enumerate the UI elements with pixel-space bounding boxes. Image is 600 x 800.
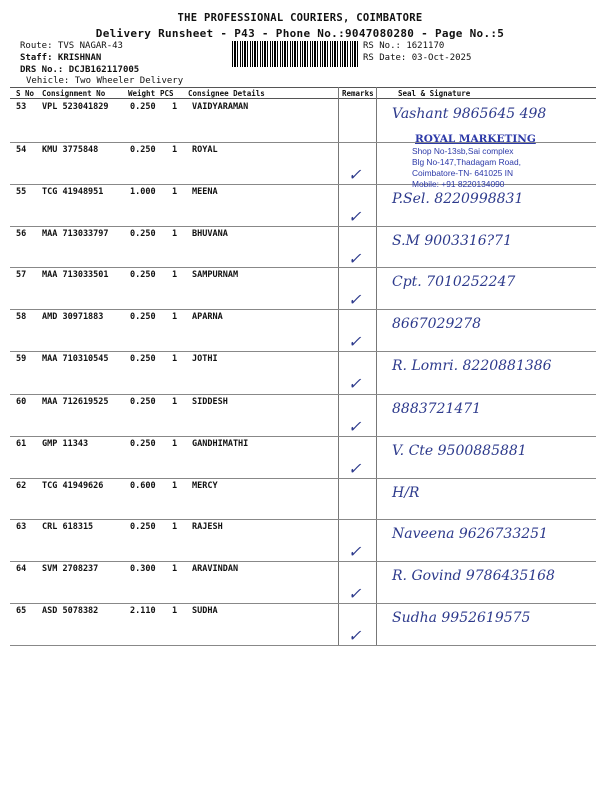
row-divider <box>10 645 596 646</box>
cell-sno: 55 <box>16 187 27 197</box>
cell-weight: 0.250 <box>130 397 156 407</box>
col-seal-signature: Seal & Signature <box>398 89 471 98</box>
row-divider <box>10 394 596 395</box>
stamp-line-2: Blg No-147,Thadagam Road, <box>412 157 521 167</box>
row-divider <box>10 603 596 604</box>
cell-consignee: APARNA <box>192 312 223 322</box>
row-divider <box>10 184 596 185</box>
cell-consignee: SUDHA <box>192 606 218 616</box>
handwritten-signature: R. Lomri. 8220881386 <box>392 358 552 374</box>
remark-mark: ✓ <box>348 249 362 268</box>
cell-consignment: KMU 3775848 <box>42 145 99 155</box>
remark-mark: ✓ <box>348 417 362 436</box>
cell-pcs: 1 <box>172 312 178 322</box>
cell-sno: 65 <box>16 606 27 616</box>
cell-consignee: MERCY <box>192 481 218 491</box>
stamp-name: ROYAL MARKETING <box>415 133 536 145</box>
cell-weight: 0.250 <box>130 522 156 532</box>
cell-consignee: JOTHI <box>192 354 218 364</box>
handwritten-signature: 8883721471 <box>392 401 482 417</box>
col-pcs: PCS <box>160 89 174 98</box>
cell-weight: 0.250 <box>130 354 156 364</box>
table-header-border <box>10 98 596 99</box>
cell-consignment: MAA 710310545 <box>42 354 109 364</box>
staff-info: Staff: KRISHNAN <box>20 53 102 63</box>
cell-pcs: 1 <box>172 481 178 491</box>
cell-pcs: 1 <box>172 522 178 532</box>
cell-consignee: SAMPURNAM <box>192 270 239 280</box>
runsheet-title: Delivery Runsheet - P43 - Phone No.:9047080280 - Page No.:5 <box>95 27 505 40</box>
remark-mark: ✓ <box>348 542 362 561</box>
handwritten-signature: Naveena 9626733251 <box>392 526 548 542</box>
cell-weight: 0.250 <box>130 439 156 449</box>
remark-mark: ✓ <box>348 332 362 351</box>
cell-weight: 2.110 <box>130 606 156 616</box>
remark-mark: ✓ <box>348 165 362 184</box>
cell-pcs: 1 <box>172 229 178 239</box>
col-sno: S No <box>16 89 35 98</box>
route-info: Route: TVS NAGAR-43 <box>20 41 123 51</box>
cell-weight: 0.250 <box>130 229 156 239</box>
cell-weight: 0.600 <box>130 481 156 491</box>
remark-mark: ✓ <box>348 584 362 603</box>
cell-consignment: TCG 41948951 <box>42 187 104 197</box>
handwritten-signature: Cpt. 7010252247 <box>392 274 516 290</box>
stamp-line-3: Coimbatore-TN- 641025 IN <box>412 168 514 178</box>
cell-consignment: SVM 2708237 <box>42 564 99 574</box>
cell-consignment: VPL 523041829 <box>42 102 109 112</box>
cell-pcs: 1 <box>172 564 178 574</box>
cell-consignee: GANDHIMATHI <box>192 439 249 449</box>
col-consignment: Consignment No <box>42 89 106 98</box>
rs-date: RS Date: 03-Oct-2025 <box>363 53 472 63</box>
remark-mark: ✓ <box>348 207 362 226</box>
cell-weight: 0.250 <box>130 102 156 112</box>
cell-weight: 0.300 <box>130 564 156 574</box>
cell-consignment: TCG 41949626 <box>42 481 104 491</box>
cell-consignment: CRL 618315 <box>42 522 94 532</box>
stamp-line-1: Shop No-13sb,Sai complex <box>412 146 514 156</box>
rs-number: RS No.: 1621170 <box>363 41 445 51</box>
cell-pcs: 1 <box>172 270 178 280</box>
cell-pcs: 1 <box>172 102 178 112</box>
cell-consignee: MEENA <box>192 187 218 197</box>
cell-weight: 0.250 <box>130 270 156 280</box>
row-divider <box>10 478 596 479</box>
cell-consignment: MAA 713033797 <box>42 229 109 239</box>
remark-mark: ✓ <box>348 290 362 309</box>
cell-consignment: MAA 712619525 <box>42 397 109 407</box>
table-top-border <box>10 87 596 88</box>
row-divider <box>10 436 596 437</box>
cell-consignment: AMD 30971883 <box>42 312 104 322</box>
cell-consignment: GMP 11343 <box>42 439 89 449</box>
handwritten-signature: Vashant 9865645 498 <box>392 106 547 122</box>
cell-consignment: MAA 713033501 <box>42 270 109 280</box>
company-title: THE PROFESSIONAL COURIERS, COIMBATORE <box>177 12 423 24</box>
handwritten-signature: 8667029278 <box>392 316 482 332</box>
remark-mark: ✓ <box>348 626 362 645</box>
cell-sno: 63 <box>16 522 27 532</box>
row-divider <box>10 351 596 352</box>
cell-sno: 60 <box>16 397 27 407</box>
barcode <box>232 41 358 67</box>
cell-pcs: 1 <box>172 145 178 155</box>
cell-pcs: 1 <box>172 354 178 364</box>
stamp-line-4: Mobile: +91 8220134090 <box>412 179 505 189</box>
cell-consignee: SIDDESH <box>192 397 228 407</box>
cell-pcs: 1 <box>172 397 178 407</box>
cell-sno: 56 <box>16 229 27 239</box>
cell-sno: 58 <box>16 312 27 322</box>
handwritten-signature: Sudha 9952619575 <box>392 610 531 626</box>
drs-number: DRS No.: DCJB162117005 <box>20 65 140 75</box>
cell-sno: 57 <box>16 270 27 280</box>
col-remarks: Remarks <box>342 89 374 98</box>
cell-pcs: 1 <box>172 187 178 197</box>
cell-consignee: ROYAL <box>192 145 218 155</box>
row-divider <box>10 267 596 268</box>
cell-consignee: ARAVINDAN <box>192 564 239 574</box>
cell-sno: 59 <box>16 354 27 364</box>
cell-pcs: 1 <box>172 439 178 449</box>
cell-sno: 64 <box>16 564 27 574</box>
col-consignee: Consignee Details <box>188 89 265 98</box>
row-divider <box>10 309 596 310</box>
row-divider <box>10 561 596 562</box>
handwritten-signature: P.Sel. 8220998831 <box>392 191 524 207</box>
handwritten-signature: S.M 9003316?71 <box>392 233 512 249</box>
col-weight: Weight <box>128 89 156 98</box>
cell-consignee: RAJESH <box>192 522 223 532</box>
cell-sno: 61 <box>16 439 27 449</box>
handwritten-signature: R. Govind 9786435168 <box>392 568 555 584</box>
row-divider <box>10 226 596 227</box>
cell-consignee: VAIDYARAMAN <box>192 102 249 112</box>
cell-consignee: BHUVANA <box>192 229 228 239</box>
handwritten-signature: V. Cte 9500885881 <box>392 443 527 459</box>
handwritten-signature: H/R <box>392 485 420 501</box>
cell-sno: 54 <box>16 145 27 155</box>
remark-mark: ✓ <box>348 459 362 478</box>
cell-sno: 53 <box>16 102 27 112</box>
cell-weight: 0.250 <box>130 312 156 322</box>
vehicle-info: Vehicle: Two Wheeler Delivery <box>26 76 184 86</box>
row-divider <box>10 519 596 520</box>
cell-consignment: ASD 5078382 <box>42 606 99 616</box>
cell-pcs: 1 <box>172 606 178 616</box>
cell-weight: 0.250 <box>130 145 156 155</box>
remark-mark: ✓ <box>348 374 362 393</box>
cell-weight: 1.000 <box>130 187 156 197</box>
cell-sno: 62 <box>16 481 27 491</box>
